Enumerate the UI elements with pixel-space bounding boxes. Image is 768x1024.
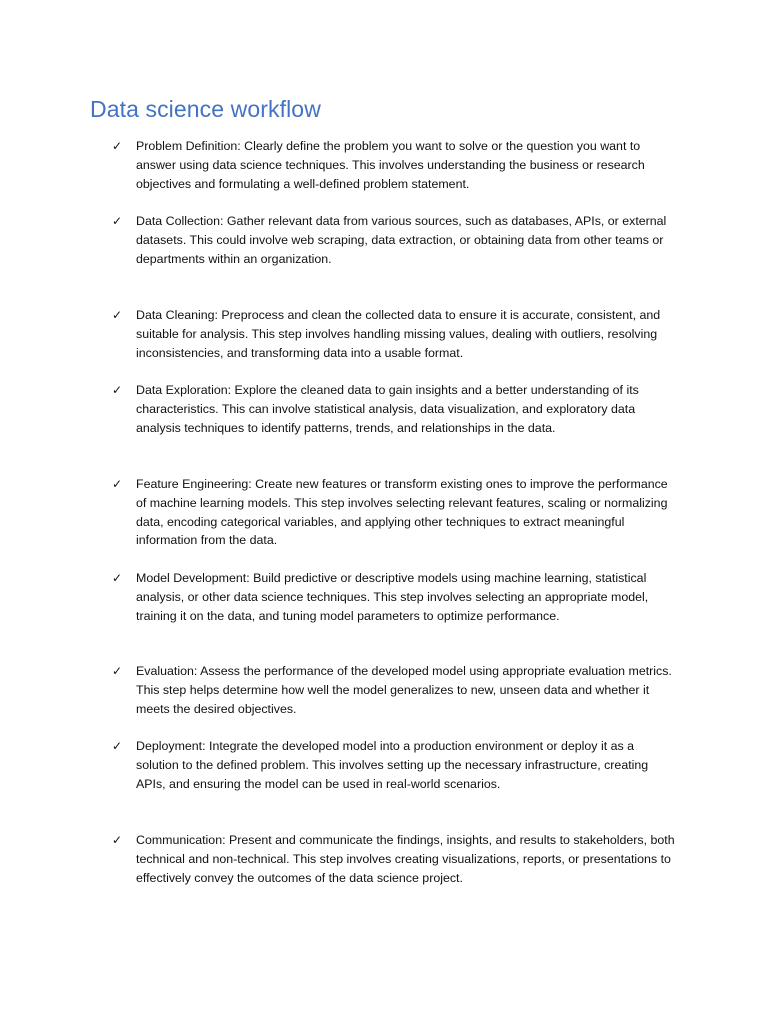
list-item-deployment (112, 737, 678, 793)
checkmark-icon: ✓ (112, 833, 123, 847)
list-item-model-development (112, 569, 678, 625)
list-item-data-cleaning (112, 306, 678, 362)
page-title: Data science workflow (90, 96, 321, 122)
list-item-text: Feature Engineering: Create new features or transform existing ones to improve the performance of machine learning models. This step involves selecting relevant features, scaling or normalizing data, encoding categorical variables, and applying other techniques to extract meaningful information from the data. (136, 477, 668, 548)
list-item-text: Data Collection: Gather relevant data from various sources, such as databases, APIs, or external datasets. This could involve web scraping, data extraction, or obtaining data from other teams or departments within an organization. (136, 214, 667, 266)
list-item-feature-engineering (112, 475, 678, 550)
list-item-text: Evaluation: Assess the performance of the developed model using appropriate evaluation metrics. This step helps determine how well the model generalizes to new, unseen data and whether it meets the desired objectives. (136, 664, 672, 716)
checkmark-icon: ✓ (112, 383, 123, 397)
list-item-communication (112, 831, 678, 887)
checkmark-icon: ✓ (112, 308, 123, 322)
checkmark-icon: ✓ (112, 477, 123, 491)
list-item-problem-definition (112, 137, 678, 193)
checkmark-icon: ✓ (112, 139, 123, 153)
list-item-evaluation (112, 662, 678, 718)
checkmark-icon: ✓ (112, 571, 123, 585)
list-item-data-exploration (112, 381, 678, 437)
list-item-text: Data Cleaning: Preprocess and clean the collected data to ensure it is accurate, consistent, and suitable for analysis. This step involves handling missing values, dealing with outliers, resolving inconsistencies, and transforming data into a usable format. (136, 308, 661, 360)
list-item-data-collection (112, 212, 678, 268)
checkmark-icon: ✓ (112, 664, 123, 678)
list-item-text: Model Development: Build predictive or descriptive models using machine learning, statistical analysis, or other data science techniques. This step involves selecting an appropriate model, training it on the data, and tuning model parameters to optimize performance. (136, 571, 649, 623)
list-item-text: Problem Definition: Clearly define the problem you want to solve or the question you want to answer using data science techniques. This involves understanding the business or research objectives and formulating a well-defined problem statement. (136, 139, 645, 191)
list-item-text: Communication: Present and communicate the findings, insights, and results to stakeholders, both technical and non-technical. This step involves creating visualizations, reports, or presentations to effectively convey the outcomes of the data science project. (136, 833, 675, 885)
list-item-text: Deployment: Integrate the developed model into a production environment or deploy it as a solution to the defined problem. This involves setting up the necessary infrastructure, creating APIs, and ensuring the model can be used in real-world scenarios. (136, 739, 649, 791)
checkmark-icon: ✓ (112, 214, 123, 228)
list-item-text: Data Exploration: Explore the cleaned data to gain insights and a better understanding of its characteristics. This can involve statistical analysis, data visualization, and exploratory data analysis techniques to identify patterns, trends, and relationships in the data. (136, 383, 639, 435)
checkmark-icon: ✓ (112, 739, 123, 753)
